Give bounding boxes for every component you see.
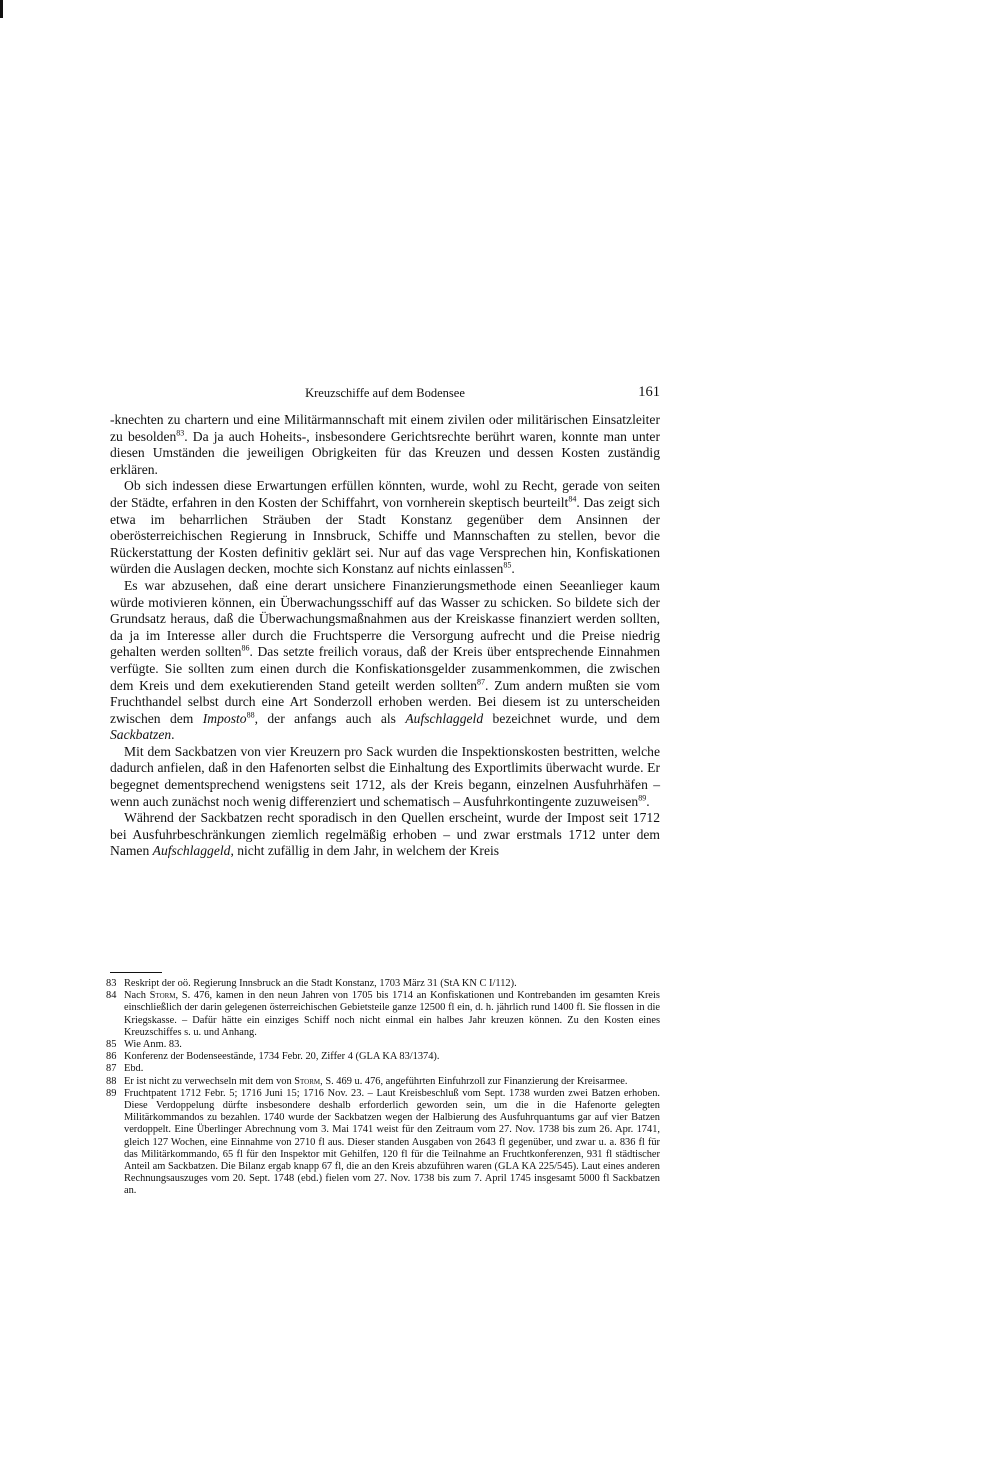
text-run: Es war abzusehen, daß eine derart unsichere Finanzierungsmethode einen Seeanlieger kaum würde motivieren können, ein Überwachungsschiff auf das Wasser zu schicken. So bildete sich der Grundsatz heraus, daß die Überwachungsmaßnahmen aus der Kreiskasse finanziert werden sollten, da ja im Interesse aller durch die Fruchtsperre die Versorgung aufrecht und die Preise niedrig gehalten werden sollten xyxy=(110,577,660,660)
footnote-ref: 88 xyxy=(246,710,255,720)
footnotes xyxy=(106,978,660,1198)
footnote-number: 89 xyxy=(106,1087,117,1099)
italic-term: Sackbatzen xyxy=(110,727,172,743)
footnote-text xyxy=(124,1063,660,1075)
text-run: . Das zeigt sich etwa im beharrlichen Sträuben der Stadt Konstanz gegenüber dem Ansinnen der oberösterreichischen Regierung in Innsbruck, Schiffe und Mannschaften zu stellen, bevor die Rückerstattung der Kosten definitiv geklärt sei. Nur auf das vage Versprechen hin, Konfiskationen würden die Auslagen decken, mochte sich Konstanz auf nichts einlassen xyxy=(110,494,660,577)
footnote-text xyxy=(124,990,660,1039)
footnote-ref: 87 xyxy=(477,676,486,686)
page-header xyxy=(110,382,660,406)
text-run: , S. 469 u. 476, angeführten Einfuhrzoll zur Finanzierung der Kreisarmee. xyxy=(320,1075,628,1087)
footnote xyxy=(106,1088,660,1198)
footnote-ref: 89 xyxy=(638,793,647,803)
text-run: . Da ja auch Hoheits-, insbesondere Gerichtsrechte berührt waren, konnte man unter diesen Umständen die jeweiligen Obrigkeiten für das Kreuzen und dessen Kosten zuständig erklären. xyxy=(110,428,660,477)
footnote xyxy=(106,978,660,990)
main-text xyxy=(110,412,660,860)
text-run: . xyxy=(511,561,515,577)
page-number: 161 xyxy=(638,384,660,400)
footnote xyxy=(106,1051,660,1063)
running-title: Kreuzschiffe auf dem Bodensee xyxy=(305,386,465,400)
italic-term: Aufschlaggeld xyxy=(405,710,484,726)
text-run: Wie Anm. 83. xyxy=(124,1039,182,1051)
italic-term: Aufschlaggeld xyxy=(152,843,231,859)
paragraph xyxy=(110,578,660,744)
footnote-ref: 86 xyxy=(241,643,250,653)
paragraph xyxy=(110,412,660,478)
text-run: Er ist nicht zu verwechseln mit dem von xyxy=(124,1075,295,1087)
footnote-ref: 84 xyxy=(568,494,577,504)
paragraph xyxy=(110,744,660,810)
footnote-number: 83 xyxy=(106,978,117,989)
text-run: , nicht zufällig in dem Jahr, in welchem der Kreis xyxy=(230,843,500,859)
text-run: Während der Sackbatzen recht sporadisch in den Quellen erscheint, wurde der Impost seit 1712 bei Ausfuhrbeschränkungen ziemlich regelmäßig erhoben – und zwar erstmals 1712 unter dem Namen xyxy=(110,810,660,859)
author-name: Storm xyxy=(294,1075,321,1087)
text-run: Ob sich indessen diese Erwartungen erfüllen könnten, wurde, wohl zu Recht, gerade von seiten der Städte, erfahren in den Kosten der Schiffahrt, von vornherein skeptisch beurteilt xyxy=(110,478,660,510)
footnote-ref: 83 xyxy=(176,428,185,438)
text-run: Fruchtpatent 1712 Febr. 5; 1716 Juni 15; 1716 Nov. 23. – Laut Kreisbeschluß vom Sept. 1738 wurden zwei Batzen erhoben. Diese Verdoppelung dürfte insbesondere deshalb erforderlich geworden sein, um die in die Hafenorte gelegten Militärkommandos zu bezahlen. 1740 wurde der Sackbatzen wegen der Halbierung des Ausfuhrquantums gar auf vier Batzen verdoppelt. Eine Überlinger Abrechnung vom 3. Mai 1741 weist für den Zeitraum vom 27. Nov. 1738 bis zum 26. Apr. 1741, gleich 127 Wochen, eine Einnahme von 2710 fl aus. Dieser standen Ausgaben von 2643 fl gegenüber, und zwar u. a. 836 fl für das Militärkommando, 65 fl für den Inspektor mit Gehilfen, 120 fl für die Teilnahme an Fruchtkonferenzen, 931 fl städtischer Anteil am Sackbatzen. Die Bilanz ergab knapp 67 fl, die an den Kreis abzuführen waren (GLA KA 225/545). Laut eines anderen Rechnungsauszuges vom 20. Sept. 1748 (ebd.) fielen vom 27. Nov. 1738 bis zum 7. April 1745 insgesamt 5000 fl Sackbatzen an. xyxy=(124,1087,660,1197)
footnote xyxy=(106,990,660,1039)
footnote xyxy=(106,1076,660,1088)
text-run: -knechten zu chartern und eine Militärmannschaft mit einem zivilen oder militärischen Einsatzleiter zu besolden xyxy=(110,412,660,444)
text-run: , S. 476, kamen in den neun Jahren von 1705 bis 1714 an Konfiskationen und Kontrebanden im gesamten Kreis einschließlich der darin gelegenen österreichischen Gebietsteile ganze 12500 fl ein, d. h. jährlich rund 1400 fl. Sie flossen in die Kriegskasse. – Dafür hätte ein einziges Schiff noch nicht einmal ein halbes Jahr kreuzen können. Zu den Kosten eines Kreuzschiffes s. u. und Anhang. xyxy=(124,990,660,1038)
footnote xyxy=(106,1039,660,1051)
text-run: bezeichnet wurde, und dem xyxy=(483,710,660,726)
text-run: , der anfangs auch als xyxy=(254,710,406,726)
footnote-text xyxy=(124,1076,660,1088)
footnote-text xyxy=(124,1039,660,1051)
footnote-separator xyxy=(110,972,162,973)
footnote-number: 85 xyxy=(106,1039,117,1051)
text-run: Reskript der oö. Regierung Innsbruck an die Stadt Konstanz, 1703 März 31 (StA KN C I/112). xyxy=(124,978,517,989)
footnote-text xyxy=(124,978,660,990)
footnote-number: 88 xyxy=(106,1075,117,1087)
footnote xyxy=(106,1063,660,1075)
text-run: Mit dem Sackbatzen von vier Kreuzern pro Sack wurden die Inspektionskosten bestritten, welche dadurch anfielen, daß in den Hafenorten selbst die Einhaltung des Exportlimits überwacht wurde. Er begegnet dementsprechend wenigstens seit 1712, als der Kreis begann, einzelnen Ausfuhrhäfen – wenn auch zunächst noch wenig differenziert und schematisch – Ausfuhrkontingente zuzuweisen xyxy=(110,743,660,809)
footnote-number: 87 xyxy=(106,1063,117,1075)
text-run: . Zum andern mußten sie vom Fruchthandel selbst durch eine Art Sonderzoll erhoben werden. Bei diesem ist zu unterscheiden zwischen dem xyxy=(110,677,660,726)
text-run: . Das setzte freilich voraus, daß der Kreis über entsprechende Einnahmen verfügte. Sie sollten zum einen durch die Konfiskationsgelder zusammenkommen, die zwischen dem Kreis und dem exekutierenden Stand geteilt werden sollten xyxy=(110,644,660,693)
footnote-text xyxy=(124,1088,660,1198)
footnote-number: 86 xyxy=(106,1051,117,1063)
footnote-text xyxy=(124,1051,660,1063)
text-run: . xyxy=(171,727,175,743)
footnote-ref: 85 xyxy=(503,560,512,570)
italic-term: Imposto xyxy=(202,710,247,726)
text-run: . xyxy=(646,793,650,809)
scan-edge-mark xyxy=(0,0,3,18)
author-name: Storm xyxy=(149,990,176,1002)
paragraph xyxy=(110,810,660,860)
text-run: Konferenz der Bodenseestände, 1734 Febr. 20, Ziffer 4 (GLA KA 83/1374). xyxy=(124,1051,440,1063)
footnote-number: 84 xyxy=(106,990,117,1002)
paragraph xyxy=(110,478,660,578)
text-run: Nach xyxy=(124,990,150,1002)
text-run: Ebd. xyxy=(124,1063,144,1075)
